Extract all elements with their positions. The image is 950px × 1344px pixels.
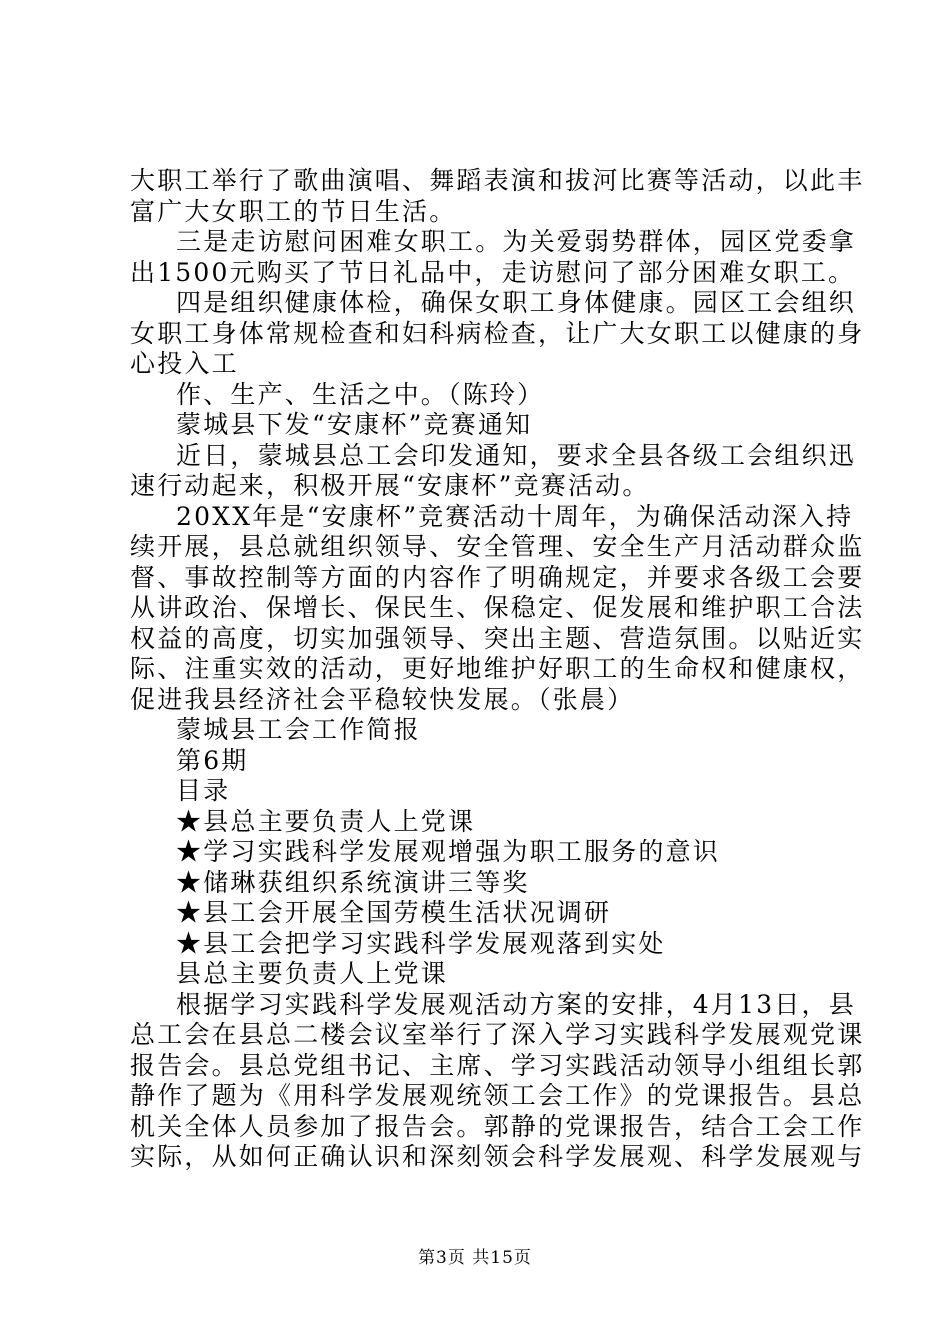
text-line: 督、事故控制等方面的内容作了明确规定，并要求各级工会要 xyxy=(130,562,865,592)
text-line: ★县工会把学习实践科学发展观落到实处 xyxy=(176,928,666,958)
text-line: 蒙城县下发“安康杯”竞赛通知 xyxy=(176,410,533,439)
text-line: 心投入工 xyxy=(130,349,239,378)
text-line: 县总主要负责人上党课 xyxy=(176,959,449,988)
text-line: 速行动起来，积极开展“安康杯”竞赛活动。 xyxy=(130,471,650,500)
text-line: ★学习实践科学发展观增强为职工服务的意识 xyxy=(176,837,721,866)
text-line: 报告会。县总党组书记、主席、学习实践活动领导小组组长郭 xyxy=(130,1050,865,1080)
text-line: 权益的高度，切实加强领导、突出主题、营造氛围。以贴近实 xyxy=(130,623,865,653)
text-line: 大职工举行了歌曲演唱、舞蹈表演和拔河比赛等活动，以此丰 xyxy=(130,166,865,195)
text-line: 四是组织健康体检，确保女职工身体健康。园区工会组织 xyxy=(176,288,857,317)
page-footer: 第3页 共15页 xyxy=(418,1248,532,1268)
text-line: ★县总主要负责人上党课 xyxy=(176,806,476,836)
text-line: 近日，蒙城县总工会印发通知，要求全县各级工会组织迅 xyxy=(176,440,857,470)
text-line: ★县工会开展全国劳模生活状况调研 xyxy=(176,898,612,927)
text-line: 从讲政治、保增长、保民生、保稳定、促发展和维护职工合法 xyxy=(130,593,865,622)
text-line: 女职工身体常规检查和妇科病检查，让广大女职工以健康的身 xyxy=(130,318,865,348)
text-line: 总工会在县总二楼会议室举行了深入学习实践科学发展观党课 xyxy=(130,1020,865,1049)
text-line: 促进我县经济社会平稳较快发展。（张晨） xyxy=(130,684,635,714)
text-line: 作、生产、生活之中。（陈玲） xyxy=(176,379,545,409)
text-line: 静作了题为《用科学发展观统领工会工作》的党课报告。县总 xyxy=(130,1081,865,1110)
text-line: 富广大女职工的节日生活。 xyxy=(130,196,457,226)
text-line: ★储琳获组织系统演讲三等奖 xyxy=(176,867,530,897)
text-line: 根据学习实践科学发展观活动方案的安排，4月13日，县 xyxy=(176,989,856,1019)
text-line: 续开展，县总就组织领导、安全管理、安全生产月活动群众监 xyxy=(130,532,865,561)
text-line: 蒙城县工会工作简报 xyxy=(176,715,421,744)
text-line: 目录 xyxy=(176,776,231,805)
text-line: 三是走访慰问困难女职工。为关爱弱势群体，园区党委拿 xyxy=(176,227,857,256)
text-line: 际、注重实效的活动，更好地维护好职工的生命权和健康权， xyxy=(130,654,865,683)
text-line: 实际，从如何正确认识和深刻领会科学发展观、科学发展观与 xyxy=(130,1142,865,1171)
text-line: 第6期 xyxy=(176,745,249,775)
text-line: 出1500元购买了节日礼品中，走访慰问了部分困难女职工。 xyxy=(130,257,856,287)
document-body xyxy=(130,166,865,1173)
text-line: 20XX年是“安康杯”竞赛活动十周年，为确保活动深入持 xyxy=(176,501,854,531)
text-line: 机关全体人员参加了报告会。郭静的党课报告，结合工会工作 xyxy=(130,1111,865,1141)
